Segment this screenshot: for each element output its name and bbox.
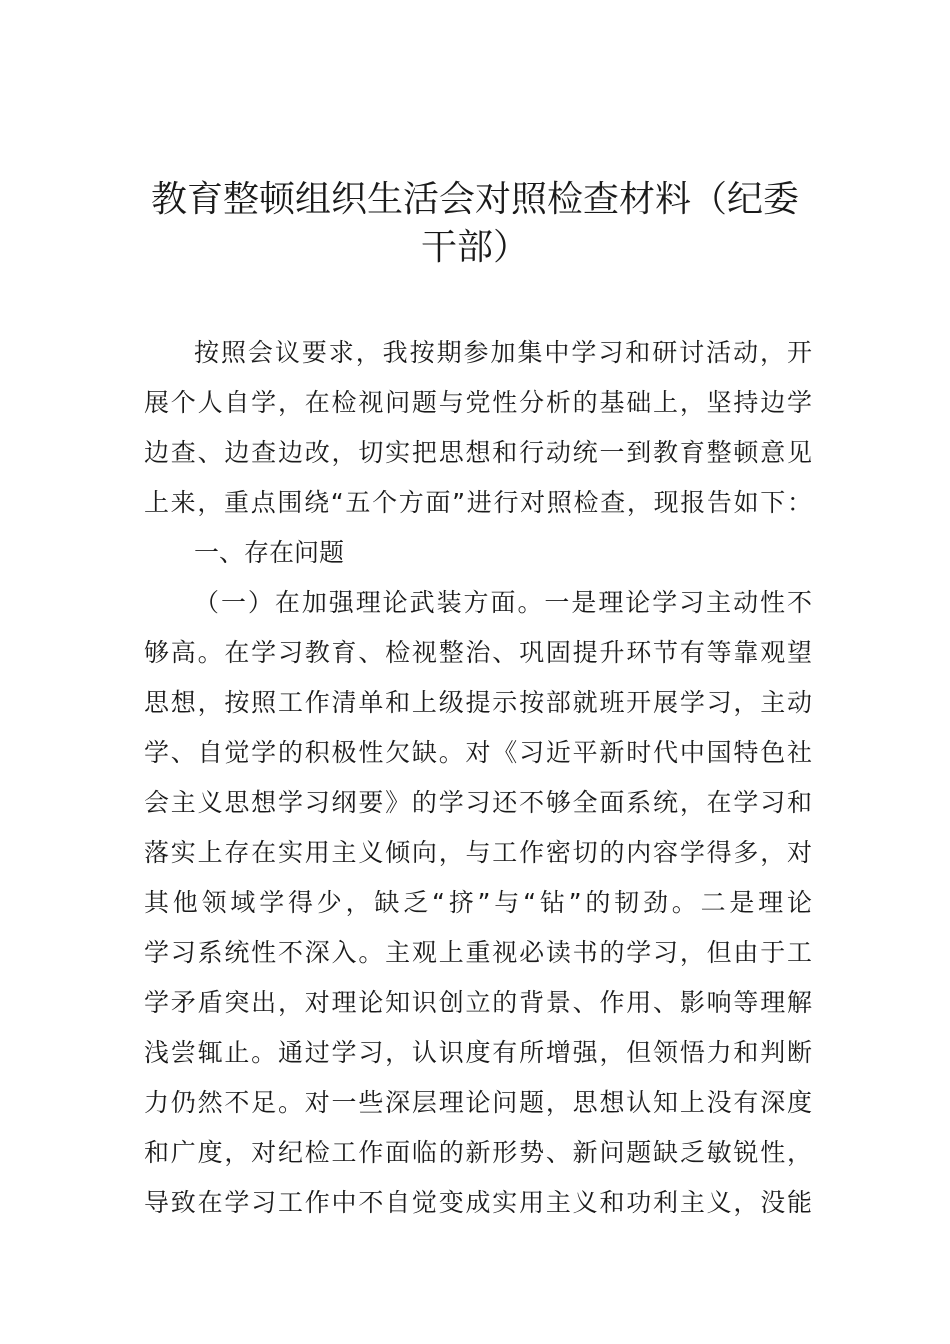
paragraph-line: 够高。在学习教育、检视整治、巩固提升环节有等靠观望 <box>144 638 814 667</box>
paragraph-line: 导致在学习工作中不自觉变成实用主义和功利主义，没能 <box>144 1188 814 1217</box>
title-line: 教育整顿组织生活会对照检查材料（纪委 <box>150 179 799 220</box>
title-line: 干部） <box>420 227 529 268</box>
paragraph-line: 会主义思想学习纲要》的学习还不够全面系统，在学习和 <box>144 788 814 817</box>
paragraph-line: （一）在加强理论武装方面。一是理论学习主动性不 <box>194 588 814 617</box>
paragraph-line: 其他领域学得少，缺乏“挤”与“钻”的韧劲。二是理论 <box>144 888 816 917</box>
paragraph-line: 浅尝辄止。通过学习，认识度有所增强，但领悟力和判断 <box>144 1038 814 1067</box>
paragraph-line: 边查、边查边改，切实把思想和行动统一到教育整顿意见 <box>144 438 814 467</box>
document-title <box>140 176 810 272</box>
paragraph-line: 落实上存在实用主义倾向，与工作密切的内容学得多，对 <box>144 838 814 867</box>
paragraph-line: 和广度，对纪检工作面临的新形势、新问题缺乏敏锐性， <box>144 1138 814 1167</box>
paragraph-line: 学习系统性不深入。主观上重视必读书的学习，但由于工 <box>144 938 814 967</box>
document-body <box>144 328 816 1228</box>
paragraph-line: 力仍然不足。对一些深层理论问题，思想认知上没有深度 <box>144 1088 814 1117</box>
paragraph-line: 学、自觉学的积极性欠缺。对《习近平新时代中国特色社 <box>144 738 814 767</box>
paragraph-line: 展个人自学，在检视问题与党性分析的基础上，坚持边学 <box>144 388 814 417</box>
paragraph-line: 按照会议要求，我按期参加集中学习和研讨活动，开 <box>194 338 814 367</box>
paragraph-line: 学矛盾突出，对理论知识创立的背景、作用、影响等理解 <box>144 988 814 1017</box>
section-heading: 一、存在问题 <box>194 538 345 567</box>
paragraph-line: 上来，重点围绕“五个方面”进行对照检查，现报告如下： <box>144 488 814 517</box>
paragraph-line: 思想，按照工作清单和上级提示按部就班开展学习，主动 <box>144 688 814 717</box>
